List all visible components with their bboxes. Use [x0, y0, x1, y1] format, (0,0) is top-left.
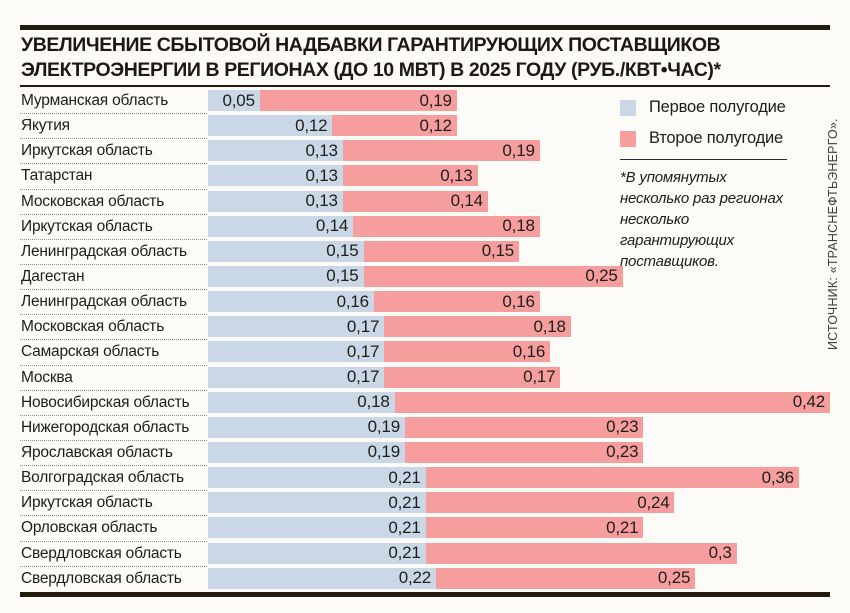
row-separator	[20, 163, 207, 164]
value-label: 0,14	[315, 216, 349, 236]
chart-row	[20, 543, 830, 568]
bar-first-half	[208, 266, 364, 287]
value-label: 0,19	[419, 90, 452, 110]
title-underline-rule	[20, 85, 830, 87]
value-label: 0,19	[367, 417, 400, 437]
chart-row	[20, 291, 830, 316]
bar-second-half	[395, 392, 830, 413]
bar-first-half	[208, 165, 343, 186]
row-separator	[20, 314, 207, 315]
bar-second-half	[384, 367, 560, 388]
bar-first-half	[208, 291, 374, 312]
bar-group	[208, 140, 540, 161]
region-label: Новосибирская область	[21, 393, 190, 411]
legend-item-second-half	[620, 130, 810, 147]
bar-first-half	[208, 90, 260, 111]
bar-first-half	[208, 216, 353, 237]
region-label: Москва	[21, 368, 73, 386]
bar-second-half	[364, 266, 623, 287]
bar-second-half	[260, 90, 457, 111]
bar-second-half	[405, 417, 643, 438]
chart-title	[21, 33, 833, 83]
region-label: Иркутская область	[21, 142, 153, 160]
value-label: 0,21	[606, 517, 639, 537]
region-label: Татарстан	[21, 167, 93, 185]
row-separator	[20, 440, 207, 441]
value-label: 0,14	[450, 191, 483, 211]
value-label: 0,19	[502, 140, 535, 160]
bar-second-half	[405, 442, 643, 463]
row-separator	[20, 515, 207, 516]
row-separator	[20, 138, 207, 139]
bar-group	[208, 543, 737, 564]
value-label: 0,17	[346, 341, 380, 361]
bar-group	[208, 266, 623, 287]
value-label: 0,21	[388, 467, 421, 487]
bar-group	[208, 216, 540, 237]
region-label: Иркутская область	[21, 494, 153, 512]
value-label: 0,19	[367, 442, 400, 462]
chart-title-line1: УВЕЛИЧЕНИЕ СБЫТОВОЙ НАДБАВКИ ГАРАНТИРУЮЩИХ ПОСТАВЩИКОВ	[21, 34, 721, 56]
row-separator	[20, 465, 207, 466]
value-label: 0,13	[305, 191, 338, 211]
chart-row	[20, 517, 830, 542]
chart-row	[20, 442, 830, 467]
chart-row	[20, 492, 830, 517]
second-half-swatch-icon	[620, 131, 636, 147]
region-label: Иркутская область	[21, 217, 153, 235]
region-label: Волгоградская область	[21, 469, 184, 487]
value-label: 0,36	[761, 467, 794, 487]
bar-group	[208, 341, 550, 362]
chart-row	[20, 467, 830, 492]
chart-row	[20, 316, 830, 341]
bar-second-half	[426, 517, 644, 538]
bar-first-half	[208, 517, 426, 538]
value-label: 0,13	[305, 140, 338, 160]
value-label: 0,3	[708, 543, 732, 563]
region-label: Дагестан	[21, 267, 85, 285]
bar-group	[208, 367, 560, 388]
region-label: Ленинградская область	[21, 293, 187, 311]
bar-first-half	[208, 392, 395, 413]
value-label: 0,23	[606, 417, 639, 437]
bar-first-half	[208, 492, 426, 513]
value-label: 0,17	[346, 367, 380, 387]
region-label: Самарская область	[21, 343, 160, 361]
bar-second-half	[343, 165, 478, 186]
bar-second-half	[436, 568, 695, 589]
bar-second-half	[364, 241, 520, 262]
bar-group	[208, 90, 457, 111]
chart-title-line2: ЭЛЕКТРОЭНЕРГИИ В РЕГИОНАХ (ДО 10 МВТ) В 2025 ГОДУ (РУБ./КВТ•ЧАС)*	[21, 59, 721, 81]
value-label: 0,16	[502, 291, 535, 311]
legend-label: Второе полугодие	[649, 129, 784, 147]
bar-second-half	[343, 140, 540, 161]
legend-label: Первое полугодие	[649, 98, 786, 116]
row-separator	[20, 289, 207, 290]
region-label: Ленинградская область	[21, 242, 187, 260]
value-label: 0,21	[388, 543, 421, 563]
bar-group	[208, 392, 830, 413]
bar-group	[208, 517, 643, 538]
value-label: 0,21	[388, 492, 421, 512]
value-label: 0,12	[419, 115, 452, 135]
source-label: ИСТОЧНИК: «ТРАНСНЕФТЬЭНЕРГО».	[826, 118, 840, 350]
row-separator	[20, 390, 207, 391]
row-separator	[20, 415, 207, 416]
row-separator	[20, 264, 207, 265]
value-label: 0,17	[523, 367, 556, 387]
bar-group	[208, 467, 799, 488]
region-label: Нижегородская область	[21, 418, 190, 436]
bar-second-half	[426, 467, 799, 488]
value-label: 0,17	[346, 316, 380, 336]
bottom-rule	[20, 592, 830, 597]
row-separator	[20, 214, 207, 215]
value-label: 0,12	[295, 115, 328, 135]
bar-second-half	[332, 115, 456, 136]
chart-row	[20, 367, 830, 392]
legend-item-first-half	[620, 99, 810, 116]
bar-first-half	[208, 367, 384, 388]
value-label: 0,22	[398, 568, 432, 588]
bar-second-half	[426, 492, 675, 513]
chart-row	[20, 392, 830, 417]
first-half-swatch-icon	[620, 100, 636, 116]
bar-group	[208, 316, 571, 337]
value-label: 0,13	[440, 165, 473, 185]
bar-group	[208, 417, 643, 438]
bar-first-half	[208, 568, 436, 589]
top-rule	[20, 25, 830, 30]
bar-first-half	[208, 543, 426, 564]
row-separator	[20, 490, 207, 491]
value-label: 0,18	[533, 316, 566, 336]
value-label: 0,42	[792, 392, 825, 412]
bar-first-half	[208, 316, 384, 337]
bar-first-half	[208, 115, 332, 136]
bar-group	[208, 241, 519, 262]
region-label: Свердловская область	[21, 569, 182, 587]
value-label: 0,15	[326, 241, 359, 261]
row-separator	[20, 339, 207, 340]
region-label: Ярославская область	[21, 443, 173, 461]
bar-group	[208, 165, 478, 186]
bar-second-half	[384, 341, 550, 362]
region-label: Якутия	[21, 117, 70, 135]
bar-group	[208, 291, 540, 312]
bar-first-half	[208, 467, 426, 488]
row-separator	[20, 189, 207, 190]
value-label: 0,24	[637, 492, 670, 512]
value-label: 0,18	[357, 392, 390, 412]
value-label: 0,21	[388, 517, 421, 537]
value-label: 0,16	[336, 291, 369, 311]
bar-group	[208, 492, 674, 513]
bar-first-half	[208, 140, 343, 161]
row-separator	[20, 239, 207, 240]
bar-second-half	[353, 216, 540, 237]
bar-first-half	[208, 191, 343, 212]
bar-first-half	[208, 241, 364, 262]
bar-second-half	[426, 543, 737, 564]
value-label: 0,15	[326, 266, 359, 286]
bar-second-half	[384, 316, 571, 337]
region-label: Московская область	[21, 318, 165, 336]
bar-second-half	[343, 191, 488, 212]
legend-divider-rule	[620, 159, 787, 160]
bar-group	[208, 191, 488, 212]
row-separator	[20, 113, 207, 114]
bar-second-half	[374, 291, 540, 312]
value-label: 0,13	[305, 165, 338, 185]
value-label: 0,18	[502, 216, 535, 236]
chart-row	[20, 568, 830, 593]
value-label: 0,23	[606, 442, 639, 462]
region-label: Мурманская область	[21, 92, 169, 109]
region-label: Орловская область	[21, 519, 158, 537]
footnote: *В упомянутых несколько раз регионах несколько гарантирующих поставщиков.	[620, 169, 783, 270]
value-label: 0,25	[657, 568, 691, 588]
row-separator	[20, 541, 207, 542]
bar-group	[208, 568, 695, 589]
region-label: Свердловская область	[21, 544, 182, 562]
row-separator	[20, 566, 207, 567]
chart-row	[20, 341, 830, 366]
bar-group	[208, 115, 457, 136]
stacked-bar-chart	[20, 90, 830, 593]
row-separator	[20, 365, 207, 366]
legend	[620, 99, 810, 161]
value-label: 0,05	[222, 90, 255, 110]
bar-first-half	[208, 417, 405, 438]
value-label: 0,25	[585, 266, 618, 286]
bar-group	[208, 442, 643, 463]
value-label: 0,15	[481, 241, 514, 261]
bar-first-half	[208, 341, 384, 362]
chart-row	[20, 417, 830, 442]
region-label: Московская область	[21, 192, 165, 210]
bar-first-half	[208, 442, 405, 463]
value-label: 0,16	[512, 341, 546, 361]
